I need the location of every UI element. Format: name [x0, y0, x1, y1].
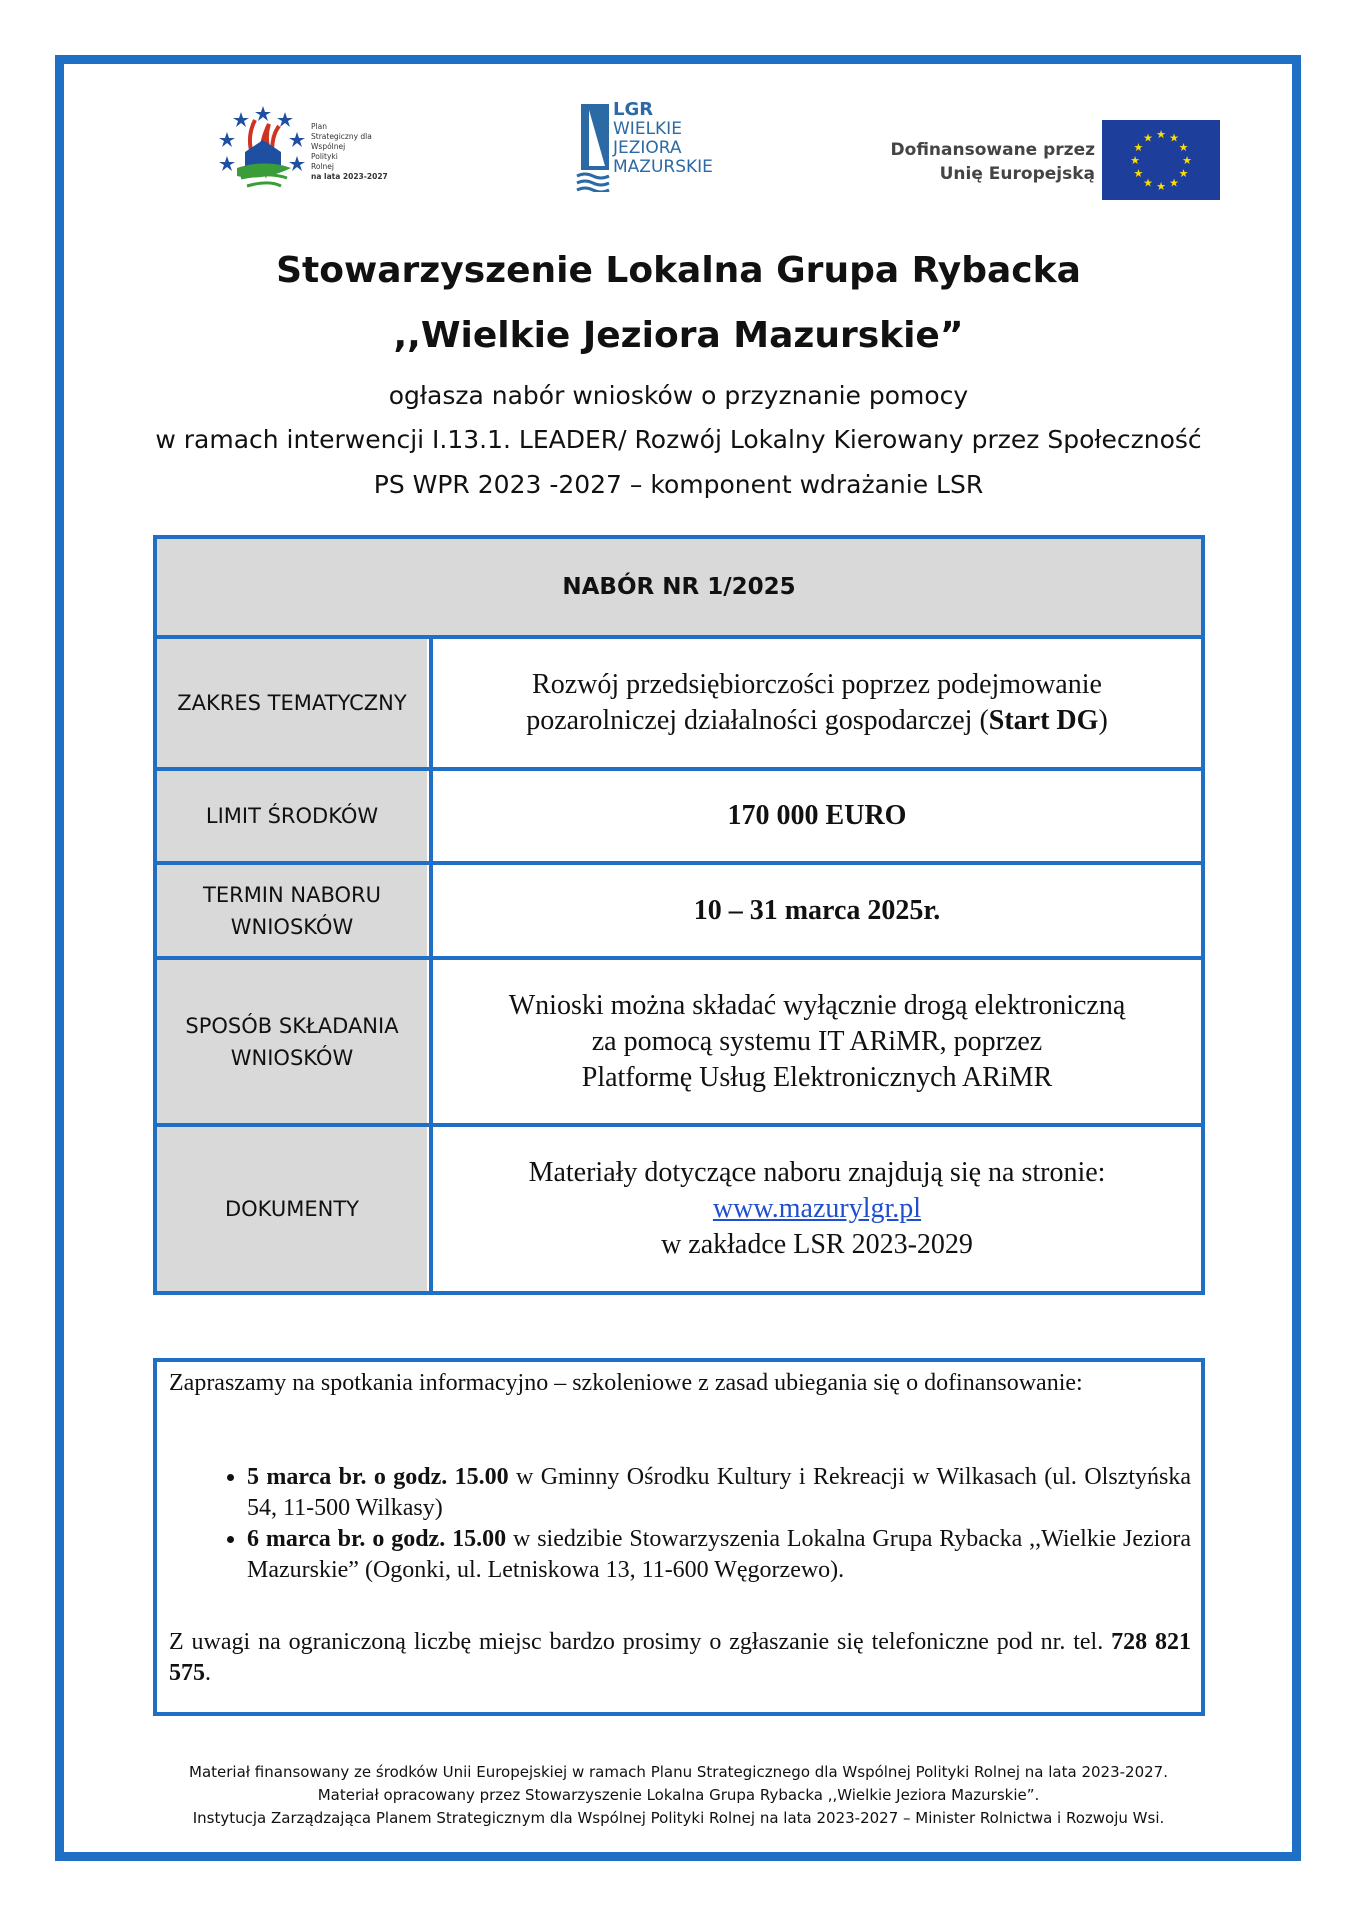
row-value	[429, 865, 1201, 956]
row-label: LIMIT ŚRODKÓW	[157, 771, 427, 861]
eu-logo-text	[865, 138, 1095, 186]
value-bold: Start DG	[988, 705, 1099, 736]
value-line: pozarolniczej działalności gospodarczej (	[526, 705, 989, 736]
eu-text-line: Dofinansowane przez	[890, 140, 1095, 160]
website-link[interactable]: www.mazurylgr.pl	[712, 1193, 922, 1224]
org-title-line1: Stowarzyszenie Lokalna Grupa Rybacka	[276, 250, 1081, 291]
psw-logo-text	[311, 122, 401, 182]
eu-star-icon: ★	[1169, 131, 1179, 145]
eu-star-icon: ★	[1156, 180, 1166, 193]
eu-star-icon: ★	[1133, 141, 1144, 154]
table-row	[157, 960, 1201, 1123]
eu-star-icon: ★	[1169, 176, 1179, 190]
psw-emblem-icon	[215, 100, 311, 200]
table-row	[157, 771, 1201, 861]
eu-stars-icon	[1102, 120, 1220, 200]
table-row	[157, 865, 1201, 956]
info-note	[169, 1627, 1191, 1689]
meeting-date: 6 marca br. o godz. 15.00	[247, 1526, 507, 1552]
row-label	[157, 960, 427, 1123]
psw-text-line: Polityki	[311, 152, 338, 161]
value-bold: 170 000 EURO	[727, 800, 907, 831]
eu-star-icon: ★	[1130, 154, 1140, 167]
eu-star-icon: ★	[1143, 176, 1153, 190]
subtitle-line2: w ramach interwencji I.13.1. LEADER/ Rozwój Lokalny Kierowany przez Społeczność	[155, 425, 1202, 454]
call-details-table	[153, 535, 1205, 1295]
info-intro: Zapraszamy na spotkania informacyjno – szkoleniowe z zasad ubiegania się o dofinansowanie:	[169, 1370, 1083, 1396]
meeting-date: 5 marca br. o godz. 15.00	[247, 1464, 509, 1490]
value-line: w zakładce LSR 2023-2029	[661, 1229, 973, 1260]
row-value	[429, 1127, 1201, 1291]
phone-number: 728 821 575	[169, 1629, 1192, 1686]
table-row	[157, 639, 1201, 767]
psw-text-line: Wspólnej	[311, 142, 346, 151]
lgr-logo-text	[613, 100, 713, 177]
eu-star-icon: ★	[1133, 167, 1144, 180]
footer-line3: Instytucja Zarządzająca Planem Strategicznym dla Wspólnej Polityki Rolnej na lata 2023-2027 – Minister Rolnictwa i Rozwoju Wsi.	[192, 1809, 1165, 1827]
psw-text-line: Plan	[311, 122, 327, 131]
eu-star-icon: ★	[1156, 128, 1166, 141]
note-text: .	[205, 1660, 211, 1686]
meeting-place: w siedzibie Stowarzyszenia Lokalna Grupa Rybacka ,,Wielkie Jeziora Mazurskie” (Ogonki, ul. Letniskowa 13, 11-600 Węgorzewo).	[247, 1526, 1191, 1583]
sail-icon	[575, 100, 615, 192]
eu-text-line: Unię Europejską	[939, 164, 1095, 184]
eu-star-icon: ★	[1178, 167, 1189, 180]
row-label	[157, 865, 427, 956]
psw-text-line: na lata 2023-2027	[311, 172, 388, 181]
value-line: Platformę Usług Elektronicznych ARiMR	[581, 1061, 1053, 1093]
row-value	[429, 960, 1201, 1123]
row-value	[429, 771, 1201, 861]
meeting-place: w Gminny Ośrodku Kultury i Rekreacji w Wilkasach (ul. Olsztyńska 54, 11-500 Wilkasy)	[247, 1464, 1191, 1521]
lgr-text-line: WIELKIE	[613, 119, 682, 139]
label-line: WNIOSKÓW	[230, 914, 354, 939]
value-line: Wnioski można składać wyłącznie drogą elektroniczną	[508, 989, 1126, 1021]
value-line: Rozwój przedsiębiorczości poprzez podejmowanie	[532, 669, 1102, 700]
lgr-logo	[575, 100, 735, 195]
lgr-text-line: LGR	[613, 99, 654, 120]
eu-star-icon: ★	[1182, 154, 1192, 167]
lgr-text-line: JEZIORA	[613, 138, 682, 158]
value-line: Materiały dotyczące naboru znajdują się na stronie:	[528, 1157, 1106, 1188]
psw-logo	[215, 100, 395, 200]
value-bold: 10 – 31 marca 2025r.	[693, 894, 941, 926]
label-line: TERMIN NABORU	[203, 882, 381, 907]
footer-line2: Materiał opracowany przez Stowarzyszenie Lokalna Grupa Rybacka ,,Wielkie Jeziora Mazurskie”.	[317, 1786, 1040, 1804]
row-value	[429, 639, 1201, 767]
eu-flag	[1102, 120, 1220, 200]
lgr-text-line: MAZURSKIE	[613, 157, 713, 177]
subtitle-line1: ogłasza nabór wniosków o przyznanie pomocy	[388, 381, 969, 410]
table-row	[157, 1127, 1201, 1291]
list-item	[247, 1462, 1191, 1524]
value-line: za pomocą systemu IT ARiMR, poprzez	[591, 1025, 1043, 1057]
meeting-list	[169, 1462, 1191, 1586]
label-line: SPOSÓB SKŁADANIA	[185, 1013, 399, 1038]
psw-text-line: Strategiczny dla	[311, 132, 372, 141]
eu-logo	[840, 118, 1220, 203]
org-title-line2: ,,Wielkie Jeziora Mazurskie”	[393, 315, 964, 356]
value-line: )	[1098, 705, 1108, 736]
row-label: DOKUMENTY	[157, 1127, 427, 1291]
list-item	[247, 1524, 1191, 1586]
subtitle-line3: PS WPR 2023 -2027 – komponent wdrażanie LSR	[373, 470, 984, 499]
footer-line1: Materiał finansowany ze środków Unii Europejskiej w ramach Planu Strategicznego dla Wspólnej Polityki Rolnej na lata 2023-2027.	[189, 1763, 1168, 1781]
info-box	[153, 1358, 1205, 1716]
row-label: ZAKRES TEMATYCZNY	[157, 639, 427, 767]
note-text: Z uwagi na ograniczoną liczbę miejsc bardzo prosimy o zgłaszanie się telefoniczne pod nr. tel.	[169, 1629, 1112, 1655]
table-header: NABÓR NR 1/2025	[157, 539, 1201, 635]
eu-star-icon: ★	[1143, 131, 1153, 145]
psw-text-line: Rolnej	[311, 162, 334, 171]
label-line: WNIOSKÓW	[230, 1045, 354, 1070]
eu-star-icon: ★	[1178, 141, 1189, 154]
